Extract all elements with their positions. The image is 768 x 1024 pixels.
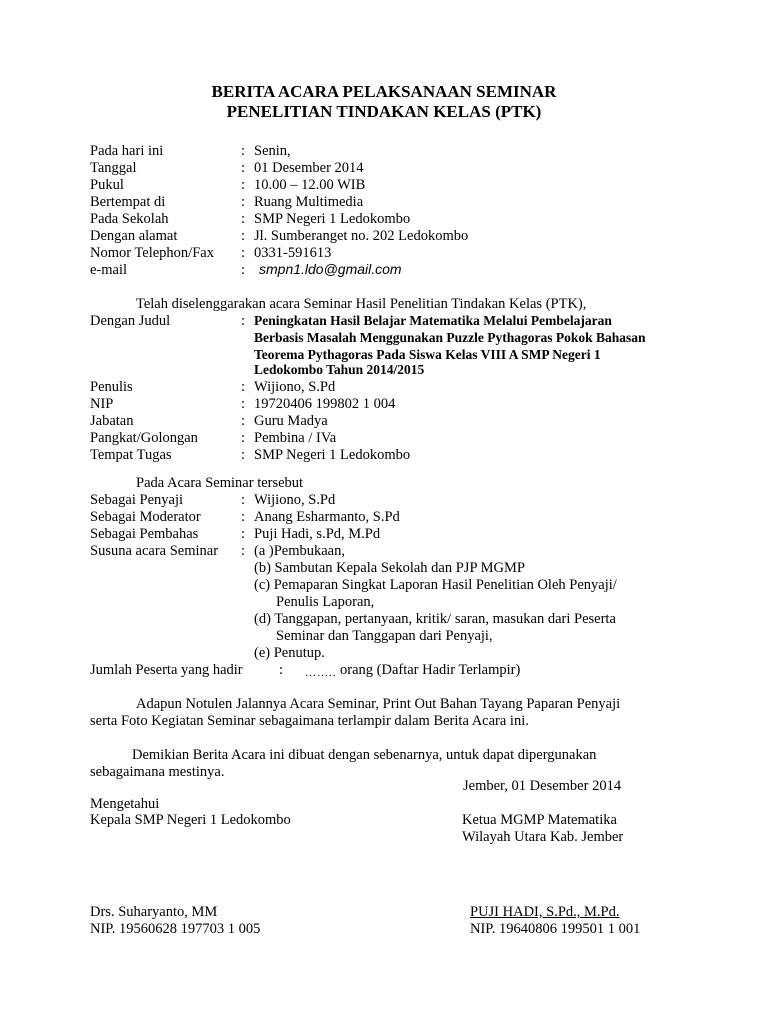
paragraph-closing-line2: sebagaimana mestinya. xyxy=(90,764,225,780)
author-value-workplace: SMP Negeri 1 Ledokombo xyxy=(254,447,411,463)
participants-value: orang (Daftar Hadir Terlampir) xyxy=(340,662,521,678)
info-colon: : xyxy=(241,262,246,278)
info-label-email: e-mail xyxy=(90,262,128,278)
judul-colon: : xyxy=(241,313,246,329)
judul-line-3: Teorema Pythagoras Pada Siswa Kelas VIII A SMP Negeri 1 xyxy=(254,347,601,362)
agenda-item-c-line1: (c) Pemaparan Singkat Laporan Hasil Penelitian Oleh Penyaji/ xyxy=(254,577,617,593)
info-value-school: SMP Negeri 1 Ledokombo xyxy=(254,211,411,227)
seminar-intro: Pada Acara Seminar tersebut xyxy=(136,475,304,491)
author-value-nip: 19720406 199802 1 004 xyxy=(254,396,396,412)
role-colon: : xyxy=(241,509,246,525)
intro-text: Telah diselenggarakan acara Seminar Hasil Penelitian Tindakan Kelas (PTK), xyxy=(136,296,587,312)
participants-colon: : xyxy=(279,662,284,678)
role-label-presenter: Sebagai Penyaji xyxy=(90,492,184,508)
author-value-position: Guru Madya xyxy=(254,413,328,429)
author-value-rank: Pembina / IVa xyxy=(254,430,337,446)
info-label-phone: Nomor Telephon/Fax xyxy=(90,245,214,261)
info-colon: : xyxy=(241,211,246,227)
right-sig-name: PUJI HADI, S.Pd., M.Pd. xyxy=(470,904,620,920)
author-label-rank: Pangkat/Golongan xyxy=(90,430,198,446)
agenda-item-b: (b) Sambutan Kepala Sekolah dan PJP MGMP xyxy=(254,560,525,576)
left-sig-nip: NIP. 19560628 197703 1 005 xyxy=(90,921,261,937)
role-label-moderator: Sebagai Moderator xyxy=(90,509,201,525)
left-sig-line1: Mengetahui xyxy=(90,796,160,812)
info-label-time: Pukul xyxy=(90,177,124,193)
info-label-day: Pada hari ini xyxy=(90,143,164,159)
info-value-phone: 0331-591613 xyxy=(254,245,332,261)
document-title-line1: BERITA ACARA PELAKSANAAN SEMINAR xyxy=(211,82,557,101)
role-value-presenter: Wijiono, S.Pd xyxy=(254,492,336,508)
paragraph-notulen-line2: serta Foto Kegiatan Seminar sebagaimana terlampir dalam Berita Acara ini. xyxy=(90,713,529,729)
author-value-name: Wijiono, S.Pd xyxy=(254,379,336,395)
agenda-item-e: (e) Penutup. xyxy=(254,645,325,661)
author-colon: : xyxy=(241,413,246,429)
info-value-time: 10.00 – 12.00 WIB xyxy=(254,177,366,193)
agenda-item-d-line1: (d) Tanggapan, pertanyaan, kritik/ saran, masukan dari Peserta xyxy=(254,611,616,627)
role-colon: : xyxy=(241,492,246,508)
paragraph-notulen-line1: Adapun Notulen Jalannya Acara Seminar, Print Out Bahan Tayang Paparan Penyaji xyxy=(136,696,621,712)
info-colon: : xyxy=(241,194,246,210)
left-sig-name: Drs. Suharyanto, MM xyxy=(90,904,218,920)
judul-line-4: Ledokombo Tahun 2014/2015 xyxy=(254,362,425,377)
role-value-moderator: Anang Esharmanto, S.Pd xyxy=(254,509,400,525)
role-label-discussant: Sebagai Pembahas xyxy=(90,526,199,542)
participants-label: Jumlah Peserta yang hadir xyxy=(90,662,243,678)
author-colon: : xyxy=(241,430,246,446)
role-value-discussant: Puji Hadi, s.Pd, M.Pd xyxy=(254,526,381,542)
info-label-school: Pada Sekolah xyxy=(90,211,169,227)
info-colon: : xyxy=(241,245,246,261)
author-label-name: Penulis xyxy=(90,379,133,395)
left-sig-line2: Kepala SMP Negeri 1 Ledokombo xyxy=(90,812,291,828)
place-date: Jember, 01 Desember 2014 xyxy=(463,778,622,794)
right-sig-line1: Ketua MGMP Matematika xyxy=(462,812,617,828)
role-colon: : xyxy=(241,526,246,542)
author-colon: : xyxy=(241,379,246,395)
author-colon: : xyxy=(241,396,246,412)
info-colon: : xyxy=(241,160,246,176)
author-label-workplace: Tempat Tugas xyxy=(90,447,172,463)
right-sig-nip: NIP. 19640806 199501 1 001 xyxy=(470,921,641,937)
info-value-address: Jl. Sumberanget no. 202 Ledokombo xyxy=(254,228,469,244)
info-label-address: Dengan alamat xyxy=(90,228,178,244)
agenda-item-d-line2: Seminar dan Tanggapan dari Penyaji, xyxy=(276,628,493,644)
agenda-item-c-line2: Penulis Laporan, xyxy=(276,594,375,610)
judul-line-2: Berbasis Masalah Menggunakan Puzzle Pythagoras Pokok Bahasan xyxy=(254,330,646,345)
paragraph-closing-line1: Demikian Berita Acara ini dibuat dengan sebenarnya, untuk dapat dipergunakan xyxy=(132,747,597,763)
author-colon: : xyxy=(241,447,246,463)
judul-label: Dengan Judul xyxy=(90,313,171,329)
info-label-place: Bertempat di xyxy=(90,194,166,210)
judul-line-1: Peningkatan Hasil Belajar Matematika Melalui Pembelajaran xyxy=(254,313,612,328)
info-colon: : xyxy=(241,177,246,193)
author-label-position: Jabatan xyxy=(90,413,134,429)
right-sig-line2: Wilayah Utara Kab. Jember xyxy=(462,829,624,845)
agenda-colon: : xyxy=(241,543,246,559)
document-title-line2: PENELITIAN TINDAKAN KELAS (PTK) xyxy=(226,102,542,121)
agenda-label: Susuna acara Seminar xyxy=(90,543,219,559)
author-label-nip: NIP xyxy=(90,396,114,412)
participants-count-blank: …….. xyxy=(305,667,337,679)
info-colon: : xyxy=(241,228,246,244)
info-value-place: Ruang Multimedia xyxy=(254,194,364,210)
info-value-email: smpn1.ldo@gmail.com xyxy=(259,261,402,277)
agenda-item-a: (a )Pembukaan, xyxy=(254,543,345,559)
info-label-date: Tanggal xyxy=(90,160,137,176)
info-colon: : xyxy=(241,143,246,159)
info-value-date: 01 Desember 2014 xyxy=(254,160,364,176)
info-value-day: Senin, xyxy=(254,143,291,159)
